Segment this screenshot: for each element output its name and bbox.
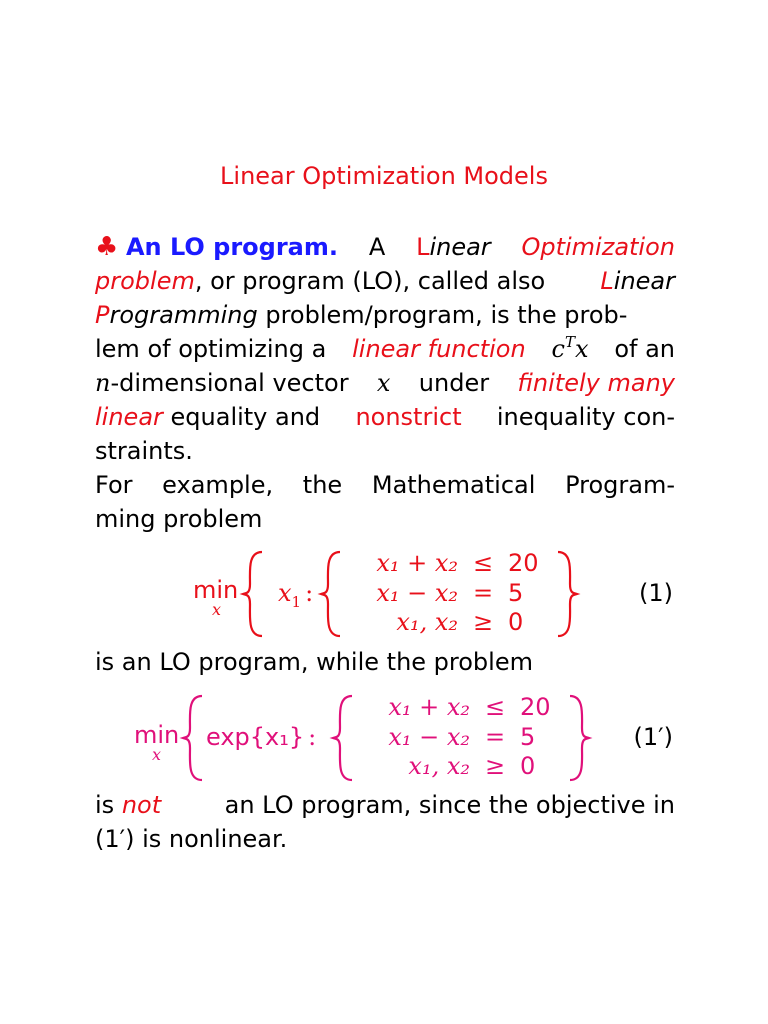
constraint-row-2: x₁ − x₂ = 5	[376, 579, 524, 607]
word: A	[368, 233, 386, 261]
page-title: Linear Optimization Models	[220, 162, 548, 190]
word: L	[416, 233, 430, 261]
objective: exp{x₁} :	[206, 723, 317, 751]
text-line-7: straints.	[95, 437, 193, 465]
word: problem/program, is the prob-	[257, 301, 628, 329]
word: , or program (LO), called also	[194, 267, 546, 295]
text-line-12: (1′) is nonlinear.	[95, 825, 288, 853]
text-line-6: linear equality and nonstrict inequality con-	[95, 403, 675, 431]
constraint-row-2: x₁ − x₂ = 5	[388, 723, 536, 751]
constraint-row-3: x₁, x₂ ≥ 0	[396, 608, 524, 636]
constraint-row-3: x₁, x₂ ≥ 0	[408, 752, 536, 780]
word: inear	[613, 267, 675, 295]
text-line-11: is not an LO program, since the objective in	[95, 791, 675, 819]
min-operator: min	[193, 576, 239, 604]
equation-label-1: (1)	[639, 579, 673, 607]
text-line-5: n-dimensional vector x under finitely many	[95, 369, 675, 397]
min-subscript: x	[152, 745, 162, 764]
equation-label-2: (1′)	[633, 723, 673, 751]
word: linear function	[352, 335, 526, 363]
math-x: x	[376, 369, 391, 397]
section-heading: An LO program.	[125, 233, 339, 261]
word: nonstrict	[355, 403, 462, 431]
word: P	[95, 301, 110, 329]
min-subscript: x	[212, 600, 222, 619]
word: of an	[614, 335, 675, 363]
word: Optimization	[521, 233, 675, 261]
word: inequality con-	[496, 403, 675, 431]
word: inear	[429, 233, 491, 261]
text-line-10: is an LO program, while the problem	[95, 648, 533, 676]
math-ctx: $c^Tx$	[551, 333, 589, 363]
objective: $x_1$ :	[278, 579, 314, 611]
text-line-8: For example, the Mathematical Program-	[95, 471, 675, 499]
word: rogramming	[109, 301, 258, 329]
word: under	[418, 369, 490, 397]
constraint-row-1: x₁ + x₂ ≤ 20	[388, 693, 551, 721]
text-line-9: ming problem	[95, 505, 263, 533]
word: L	[600, 267, 614, 295]
word: finitely many	[517, 369, 675, 397]
word: lem of optimizing a	[95, 335, 327, 363]
min-operator: min	[134, 721, 180, 749]
club-bullet-icon: ♣	[95, 232, 119, 262]
constraint-row-1: x₁ + x₂ ≤ 20	[376, 549, 539, 577]
word: problem	[95, 267, 195, 295]
